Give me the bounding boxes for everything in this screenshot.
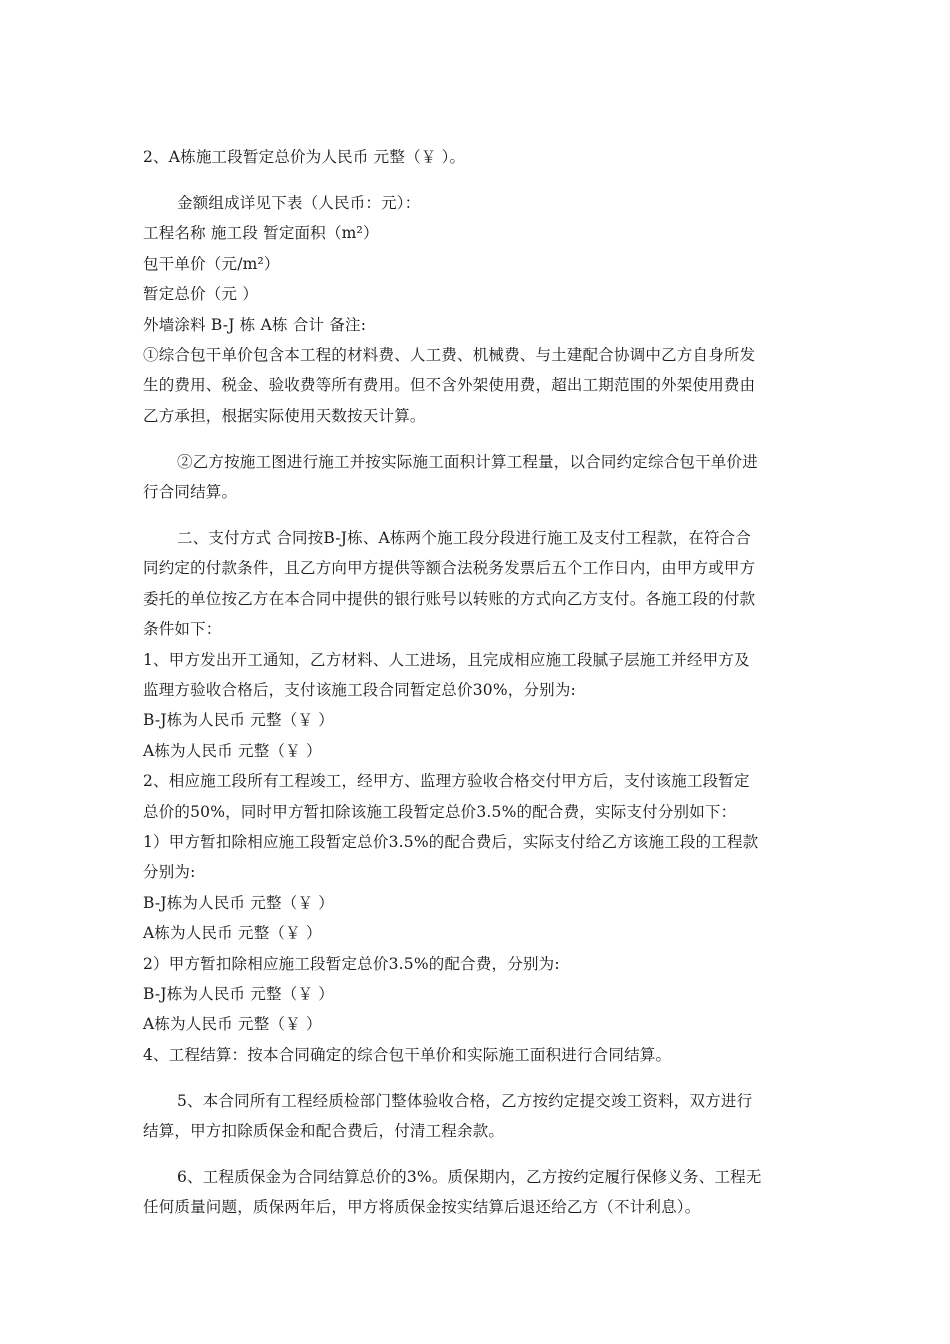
payment-term-2-2-a: A栋为人民币 元整（￥ ） [143, 1015, 322, 1033]
clause-a-building-total: 2、A栋施工段暂定总价为人民币 元整（￥ ）。 [143, 148, 466, 166]
table-header-row: 工程名称 施工段 暂定面积（m²） [143, 224, 379, 242]
clause-5-line-2: 结算，甲方扣除质保金和配合费后，付清工程余款。 [143, 1122, 505, 1140]
payment-term-1-a: A栋为人民币 元整（￥ ） [143, 742, 322, 760]
clause-5-line-1: 5、本合同所有工程经质检部门整体验收合格，乙方按约定提交竣工资料，双方进行 [177, 1092, 753, 1110]
note-1-line-3: 乙方承担，根据实际使用天数按天计算。 [143, 407, 426, 425]
payment-method-line-4: 条件如下： [143, 620, 222, 638]
clause-6-line-1: 6、工程质保金为合同结算总价的3%。质保期内，乙方按约定履行保修义务、工程无 [177, 1168, 762, 1186]
payment-term-2-1-bj: B-J栋为人民币 元整（￥ ） [143, 894, 334, 912]
payment-term-2-2-line: 2）甲方暂扣除相应施工段暂定总价3.5%的配合费，分别为: [143, 955, 560, 973]
payment-term-1-bj: B-J栋为人民币 元整（￥ ） [143, 711, 334, 729]
table-total-row: 暂定总价（元 ） [143, 285, 259, 303]
payment-term-2-1-a: A栋为人民币 元整（￥ ） [143, 924, 322, 942]
payment-method-line-2: 同约定的付款条件，且乙方向甲方提供等额合法税务发票后五个工作日内，由甲方或甲方 [143, 559, 756, 577]
clause-6-line-2: 任何质量问题，质保两年后，甲方将质保金按实结算后退还给乙方（不计利息）。 [143, 1198, 701, 1216]
payment-method-line-1: 二、支付方式 合同按B-J栋、A栋两个施工段分段进行施工及支付工程款，在符合合 [177, 529, 752, 547]
settlement-clause: 4、工程结算：按本合同确定的综合包干单价和实际施工面积进行合同结算。 [143, 1046, 672, 1064]
amount-table-intro: 金额组成详见下表（人民币：元）： [177, 194, 421, 212]
table-item-row: 外墙涂料 B-J 栋 A栋 合计 备注: [143, 316, 367, 334]
note-2-line-1: ②乙方按施工图进行施工并按实际施工面积计算工程量，以合同约定综合包干单价进 [177, 453, 758, 471]
payment-term-2-line-2: 总价的50%，同时甲方暂扣除该施工段暂定总价3.5%的配合费，实际支付分别如下： [143, 803, 737, 821]
payment-term-1-line-1: 1、甲方发出开工通知，乙方材料、人工进场，且完成相应施工段腻子层施工并经甲方及 [143, 651, 750, 669]
payment-term-2-line-1: 2、相应施工段所有工程竣工，经甲方、监理方验收合格交付甲方后，支付该施工段暂定 [143, 772, 750, 790]
note-2-line-2: 行合同结算。 [143, 483, 238, 501]
payment-term-2-2-bj: B-J栋为人民币 元整（￥ ） [143, 985, 334, 1003]
table-unit-price-row: 包干单价（元/m²） [143, 255, 280, 273]
payment-method-line-3: 委托的单位按乙方在本合同中提供的银行账号以转账的方式向乙方支付。各施工段的付款 [143, 590, 756, 608]
note-1-line-2: 生的费用、税金、验收费等所有费用。但不含外架使用费，超出工期范围的外架使用费由 [143, 376, 756, 394]
payment-term-2-1-line-2: 分别为: [143, 863, 196, 881]
payment-term-1-line-2: 监理方验收合格后，支付该施工段合同暂定总价30%，分别为: [143, 681, 576, 699]
payment-term-2-1-line-1: 1）甲方暂扣除相应施工段暂定总价3.5%的配合费后，实际支付给乙方该施工段的工程款 [143, 833, 759, 851]
note-1-line-1: ①综合包干单价包含本工程的材料费、人工费、机械费、与土建配合协调中乙方自身所发 [143, 346, 756, 364]
